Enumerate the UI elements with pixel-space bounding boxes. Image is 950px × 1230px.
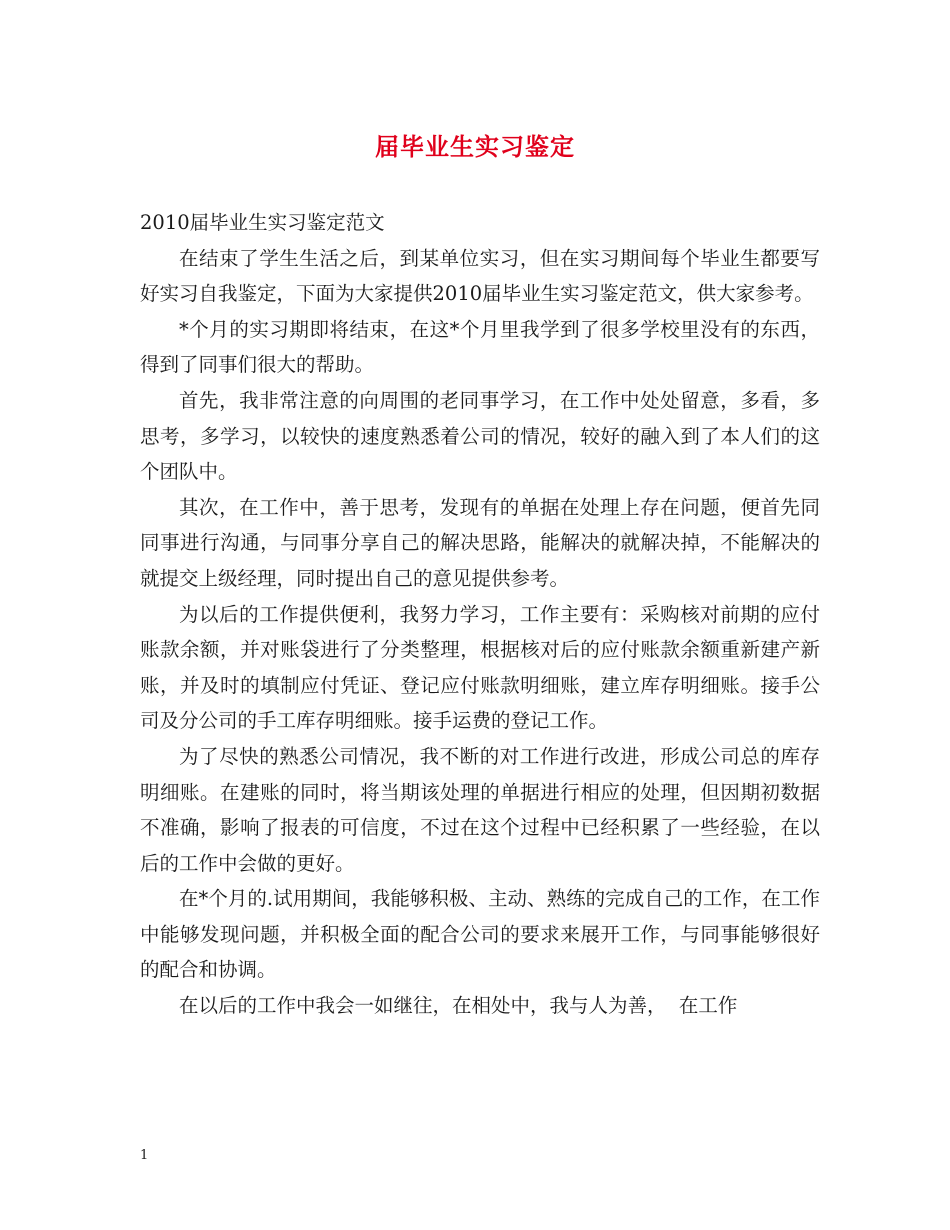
paragraph-7: 在*个月的.试用期间，我能够积极、主动、熟练的完成自己的工作，在工作中能够发现问题，并积极全面的配合公司的要求来展开工作，与同事能够很好的配合和协调。 <box>140 887 820 982</box>
paragraph-5: 为以后的工作提供便利，我努力学习，工作主要有：采购核对前期的应付账款余额，并对账袋进行了分类整理，根据核对后的应付账款余额重新建产新账，并及时的填制应付凭证、登记应付账款明细账，建立库存明细账。接手公司及分公司的手工库存明细账。接手运费的登记工作。 <box>140 602 820 733</box>
document-title: 届毕业生实习鉴定 <box>375 132 575 161</box>
paragraph-8: 在以后的工作中我会一如继往，在相处中，我与人为善， 在工作 <box>179 994 738 1018</box>
paragraph-3: 首先，我非常注意的向周围的老同事学习，在工作中处处留意，多看，多思考，多学习，以较快的速度熟悉着公司的情况，较好的融入到了本人们的这个团队中。 <box>140 388 820 484</box>
document-subtitle: 2010届毕业生实习鉴定范文 <box>140 211 385 234</box>
paragraph-4: 其次，在工作中，善于思考，发现有的单据在处理上存在问题，便首先同同事进行沟通，与同事分享自己的解决思路，能解决的就解决掉，不能解决的就提交上级经理，同时提出自己的意见提供参考。 <box>140 495 820 590</box>
page-number: 1 <box>140 1148 149 1163</box>
document-body <box>140 205 820 1024</box>
paragraph-1: 在结束了学生生活之后，到某单位实习，但在实习期间每个毕业生都要写好实习自我鉴定，下面为大家提供2010届毕业生实习鉴定范文，供大家参考。 <box>140 246 820 306</box>
paragraph-6: 为了尽快的熟悉公司情况，我不断的对工作进行改进，形成公司总的库存明细账。在建账的同时，将当期该处理的单据进行相应的处理，但因期初数据不准确，影响了报表的可信度，不过在这个过程中已经积累了一些经验，在以后的工作中会做的更好。 <box>140 744 820 875</box>
paragraph-2: *个月的实习期即将结束，在这*个月里我学到了很多学校里没有的东西，得到了同事们很大的帮助。 <box>140 317 820 377</box>
